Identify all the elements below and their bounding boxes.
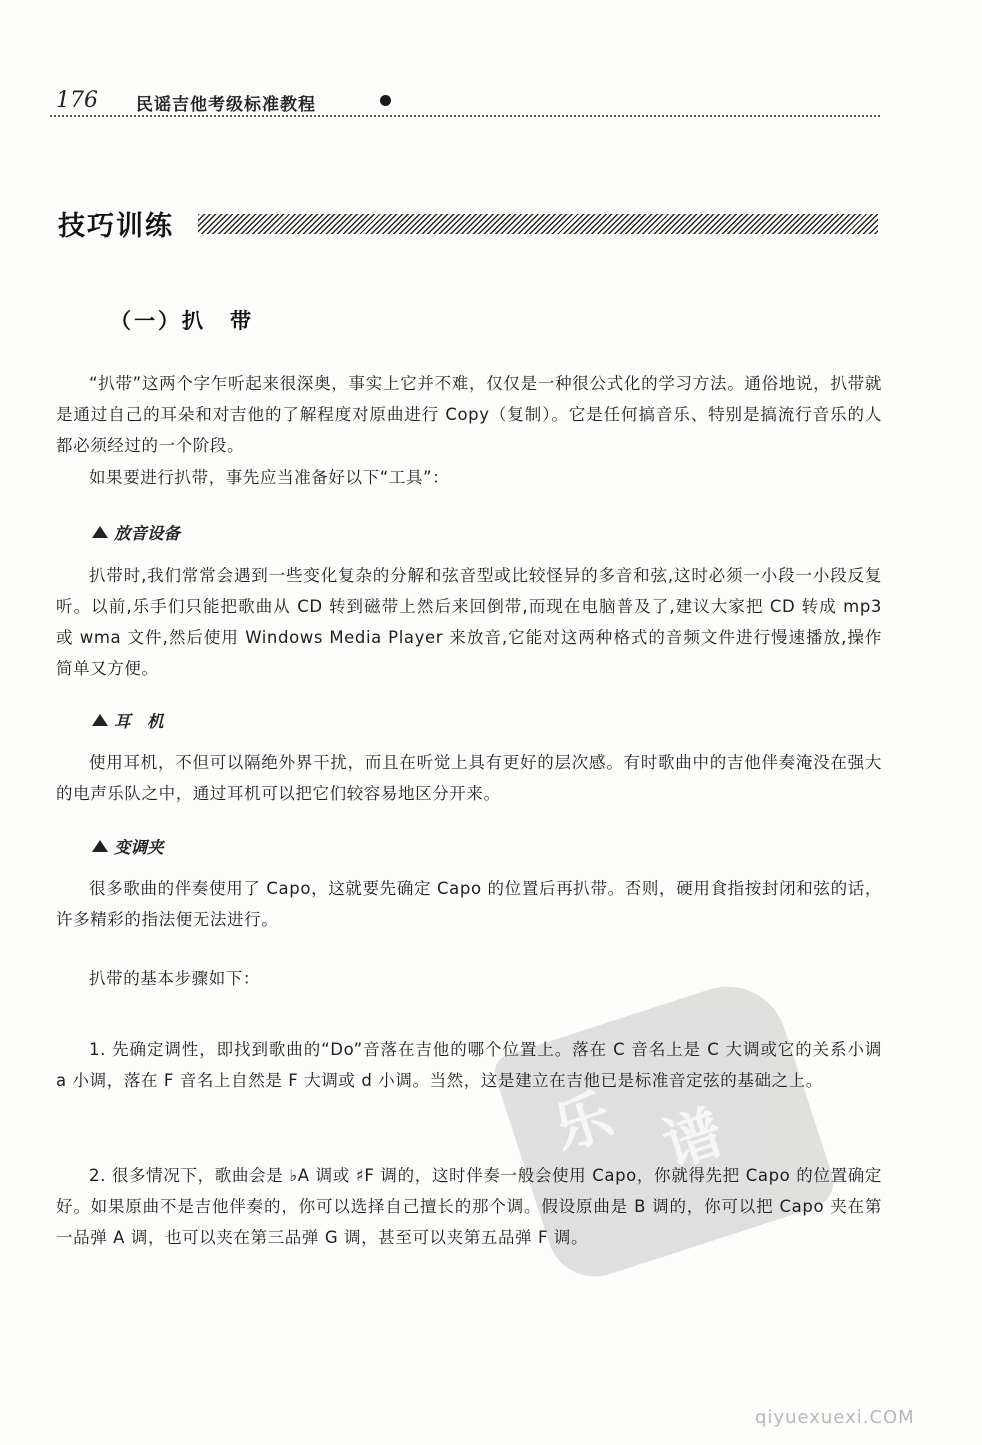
page-number: 176 (56, 88, 98, 113)
equipment-paragraph: 扒带时,我们常常会遇到一些变化复杂的分解和弦音型或比较怪异的多音和弦,这时必须一小段一小段反复听。以前,乐手们只能把歌曲从 CD 转到磁带上然后来回倒带,而现在电脑普及了,建议大家把 CD 转成 mp3 或 wma 文件,然后使用 Windows Media Player 来放音,它能对这两种格式的音频文件进行慢速播放,操作简单又方便。 (56, 566, 882, 678)
item-heading-label: 耳 机 (114, 712, 164, 731)
running-header (50, 82, 880, 118)
triangle-bullet-icon (92, 840, 108, 852)
bullet-dot-icon (380, 95, 391, 106)
section-title: 技巧训练 (58, 211, 174, 242)
sub-heading: （一）扒 带 (110, 309, 254, 333)
step-2-paragraph: 2. 很多情况下，歌曲会是 ♭A 调或 ♯F 调的，这时伴奏一般会使用 Capo，你就得先把 Capo 的位置确定好。如果原曲不是吉他伴奏的，你可以选择自己擅长的那个调。假设原曲是 B 调的，你可以把 Capo 夹在第一品弹 A 调，也可以夹在第三品弹 G 调，甚至可以夹第五品弹 F 调。 (56, 1166, 882, 1247)
watermark-stamp: 乐 谱 (490, 971, 840, 1289)
tools-intro-paragraph: 如果要进行扒带，事先应当准备好以下“工具”： (89, 468, 450, 487)
triangle-bullet-icon (92, 526, 108, 538)
section-title-hatch-bar (198, 214, 878, 234)
item-heading-equipment (92, 520, 180, 544)
item-heading-label: 变调夹 (114, 838, 164, 857)
item-heading-capo (92, 834, 164, 858)
item-heading-label: 放音设备 (114, 524, 180, 543)
header-dotted-rule (50, 115, 880, 117)
step-1-paragraph: 1. 先确定调性，即找到歌曲的“Do”音落在吉他的哪个位置上。落在 C 音名上是 C 大调或它的关系小调 a 小调，落在 F 音名上自然是 F 大调或 d 小调。当然，这是建立在吉他已是标准音定弦的基础之上。 (56, 1040, 882, 1090)
book-title: 民谣吉他考级标准教程 (136, 95, 316, 115)
site-watermark: qiyuexuexi.COM (755, 1407, 915, 1428)
intro-paragraph: “扒带”这两个字乍听起来很深奥，事实上它并不难，仅仅是一种很公式化的学习方法。通俗地说，扒带就是通过自己的耳朵和对吉他的了解程度对原曲进行 Copy（复制）。它是任何搞音乐、特别是搞流行音乐的人都必须经过的一个阶段。 (56, 374, 882, 455)
headphones-paragraph: 使用耳机，不但可以隔绝外界干扰，而且在听觉上具有更好的层次感。有时歌曲中的吉他伴奏淹没在强大的电声乐队之中，通过耳机可以把它们较容易地区分开来。 (56, 753, 882, 803)
steps-intro-paragraph: 扒带的基本步骤如下： (89, 969, 260, 988)
capo-paragraph: 很多歌曲的伴奏使用了 Capo，这就要先确定 Capo 的位置后再扒带。否则，硬用食指按封闭和弦的话，许多精彩的指法便无法进行。 (56, 879, 882, 929)
triangle-bullet-icon (92, 714, 108, 726)
item-heading-headphones (92, 708, 164, 732)
